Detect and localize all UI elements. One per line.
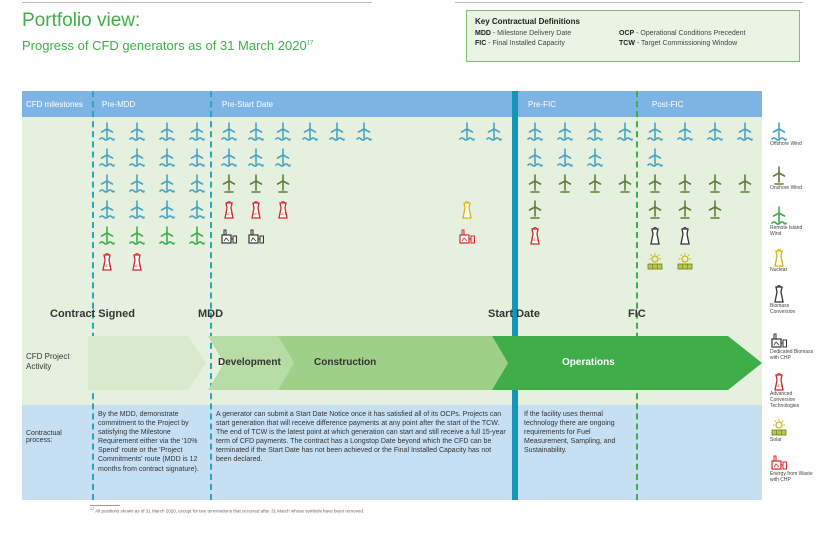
legend-item	[770, 452, 814, 484]
definition-mdd	[475, 30, 619, 37]
offshore-wind-icon	[98, 122, 116, 142]
offshore-wind-icon	[328, 122, 346, 142]
offshore-wind-icon	[158, 174, 176, 194]
offshore-wind-icon	[128, 122, 146, 142]
process-pre-start: A generator can submit a Start Date Notice once it has satisfied all of its OCPs. Projects can start generation that will receive difference payments at any point after the start of the TCW. The end of TCW is the latest point at which generation can start and still receive a full 15-year term of CFD payments. The contract has a Longstop Date beyond which the CFD can be terminated if the Start Date has not been achieved or the Final Installed Capacity has not been declared.	[216, 411, 506, 464]
onshore-wind-icon	[274, 174, 292, 194]
definition-text: - Final Installed Capacity	[486, 40, 565, 47]
onshore-wind-icon	[736, 174, 754, 194]
offshore-wind-icon	[188, 174, 206, 194]
legend-label: Offshore Wind	[770, 141, 802, 147]
onshore-wind-icon	[526, 174, 544, 194]
legend-label: Solar	[770, 437, 782, 443]
onshore-wind-icon	[706, 200, 724, 220]
phase-label-cfd-milestones: CFD milestones	[26, 100, 83, 109]
legend-label: Nuclear	[770, 267, 788, 273]
legend-item	[770, 166, 814, 192]
offshore-wind-icon	[586, 122, 604, 142]
legend-label: Onshore Wind	[770, 185, 802, 191]
remote-island-wind-icon	[128, 226, 146, 246]
offshore-wind-icon	[616, 122, 634, 142]
biomass-conversion-icon	[770, 284, 814, 304]
svg-text:ACT: ACT	[775, 384, 783, 388]
offshore-wind-icon	[247, 148, 265, 168]
process-pre-mdd: By the MDD, demonstrate commitment to the Project by satisfying the Milestone Requirement either via the '10% Spend' route or the 'Project Commitments' route (MDD is 12 months from contract signature).	[98, 411, 199, 473]
offshore-wind-icon	[274, 148, 292, 168]
mdd-line	[210, 91, 212, 500]
operations-arrow	[492, 336, 762, 390]
svg-text:ACT: ACT	[225, 212, 233, 216]
offshore-wind-icon	[158, 122, 176, 142]
legend-item	[770, 248, 814, 274]
legend-label: Remote Island Wind	[770, 225, 803, 237]
onshore-wind-icon	[526, 200, 544, 220]
offshore-wind-icon	[188, 200, 206, 220]
offshore-wind-icon	[128, 148, 146, 168]
definition-fic	[475, 40, 619, 47]
activity-development: Development	[218, 357, 281, 368]
phase-label-pre-start-date: Pre-Start Date	[222, 100, 274, 109]
solar-icon	[770, 418, 814, 438]
top-rule-right	[455, 2, 803, 3]
remote-island-wind-icon	[158, 226, 176, 246]
phase-label-pre-mdd: Pre-MDD	[102, 100, 136, 109]
offshore-wind-icon	[355, 122, 373, 142]
offshore-wind-icon	[158, 148, 176, 168]
definition-abbr: MDD	[475, 30, 491, 37]
offshore-wind-icon	[770, 122, 814, 142]
dedicated-biomass-chp-icon	[220, 226, 238, 246]
top-rule-left	[22, 2, 372, 3]
offshore-wind-icon	[128, 174, 146, 194]
subtitle-text: Progress of CFD generators as of 31 March 2020	[22, 38, 307, 53]
offshore-wind-icon	[247, 122, 265, 142]
legend-item	[770, 122, 814, 148]
offshore-wind-icon	[301, 122, 319, 142]
legend-item	[770, 206, 814, 238]
offshore-wind-icon	[188, 148, 206, 168]
definitions-box	[466, 10, 800, 62]
onshore-wind-icon	[676, 174, 694, 194]
process-label: Contractual process:	[26, 430, 62, 444]
nuclear-icon	[458, 200, 476, 220]
onshore-wind-icon	[706, 174, 724, 194]
offshore-wind-icon	[736, 122, 754, 142]
process-pre-fic: If the facility uses thermal technology there are ongoing requirements for Fuel Measurement, Sampling, and Sustainability.	[524, 411, 616, 455]
phase-label-pre-fic: Pre-FIC	[528, 100, 556, 109]
milestone-start-date: Start Date	[488, 308, 540, 320]
onshore-wind-icon	[646, 200, 664, 220]
offshore-wind-icon	[526, 148, 544, 168]
legend-item	[770, 372, 814, 409]
definition-tcw	[619, 40, 737, 47]
remote-island-wind-icon	[98, 226, 116, 246]
legend-item	[770, 330, 814, 362]
advanced-conversion-icon	[770, 372, 814, 392]
milestone-fic: FIC	[628, 308, 646, 320]
advanced-conversion-icon	[526, 226, 544, 246]
onshore-wind-icon	[556, 174, 574, 194]
footnote	[90, 507, 390, 514]
definitions-heading: Key Contractual Definitions	[475, 17, 580, 26]
offshore-wind-icon	[188, 122, 206, 142]
page-title: Portfolio view:	[22, 10, 141, 31]
offshore-wind-icon	[706, 122, 724, 142]
remote-island-wind-icon	[770, 206, 814, 226]
construction-arrow	[278, 336, 508, 390]
svg-text:ACT: ACT	[531, 238, 539, 242]
phase-label-post-fic: Post-FIC	[652, 100, 684, 109]
onshore-wind-icon	[586, 174, 604, 194]
solar-icon	[676, 252, 694, 272]
legend-label: Dedicated Biomass with CHP	[770, 349, 814, 361]
definitions-row	[475, 40, 791, 47]
definition-text: - Milestone Delivery Date	[490, 30, 572, 37]
legend-item	[770, 418, 814, 444]
legend-label: Biomass Conversion	[770, 303, 796, 315]
svg-text:ACT: ACT	[103, 264, 111, 268]
offshore-wind-icon	[676, 122, 694, 142]
definition-ocp	[619, 30, 745, 37]
definition-abbr: OCP	[619, 30, 635, 37]
definition-text: - Target Commissioning Window	[634, 40, 738, 47]
offshore-wind-icon	[98, 200, 116, 220]
footnote-mark: 17	[90, 507, 95, 511]
offshore-wind-icon	[158, 200, 176, 220]
advanced-conversion-icon	[220, 200, 238, 220]
svg-text:ACT: ACT	[279, 212, 287, 216]
offshore-wind-icon	[220, 122, 238, 142]
offshore-wind-icon	[220, 148, 238, 168]
subtitle-footnote-mark: 17	[306, 40, 314, 47]
start-date-line	[512, 91, 518, 500]
onshore-wind-icon	[220, 174, 238, 194]
biomass-conversion-icon	[646, 226, 664, 246]
page-subtitle	[22, 38, 313, 53]
legend-label: Advanced Conversion Technologies	[770, 391, 800, 409]
nuclear-icon	[770, 248, 814, 268]
activity-label: CFD Project Activity	[26, 352, 70, 371]
advanced-conversion-icon	[98, 252, 116, 272]
advanced-conversion-icon	[274, 200, 292, 220]
offshore-wind-icon	[274, 122, 292, 142]
energy-from-waste-chp-icon	[458, 226, 476, 246]
milestone-contract-signed: Contract Signed	[50, 308, 135, 320]
offshore-wind-icon	[526, 122, 544, 142]
svg-text:ACT: ACT	[133, 264, 141, 268]
offshore-wind-icon	[128, 200, 146, 220]
legend-label: Energy from Waste with CHP	[770, 471, 813, 483]
offshore-wind-icon	[556, 122, 574, 142]
offshore-wind-icon	[458, 122, 476, 142]
offshore-wind-icon	[556, 148, 574, 168]
footnote-rule	[90, 505, 120, 506]
fic-line	[636, 91, 638, 500]
offshore-wind-icon	[485, 122, 503, 142]
legend-item	[770, 284, 814, 316]
definition-abbr: FIC	[475, 40, 487, 47]
definitions-row	[475, 30, 791, 37]
advanced-conversion-icon	[128, 252, 146, 272]
offshore-wind-icon	[646, 122, 664, 142]
offshore-wind-icon	[586, 148, 604, 168]
onshore-wind-icon	[676, 200, 694, 220]
onshore-wind-icon	[247, 174, 265, 194]
offshore-wind-icon	[98, 174, 116, 194]
activity-arrows	[88, 333, 768, 393]
onshore-wind-icon	[646, 174, 664, 194]
dedicated-biomass-chp-icon	[247, 226, 265, 246]
advanced-conversion-icon	[247, 200, 265, 220]
offshore-wind-icon	[646, 148, 664, 168]
definition-text: - Operational Conditions Precedent	[634, 30, 746, 37]
onshore-wind-icon	[616, 174, 634, 194]
definition-abbr: TCW	[619, 40, 635, 47]
pre-mdd-arrow	[88, 336, 206, 390]
dedicated-biomass-chp-icon	[770, 330, 814, 350]
remote-island-wind-icon	[188, 226, 206, 246]
activity-construction: Construction	[314, 357, 377, 368]
milestone-mdd: MDD	[198, 308, 224, 320]
energy-from-waste-chp-icon	[770, 452, 814, 472]
offshore-wind-icon	[98, 148, 116, 168]
solar-icon	[646, 252, 664, 272]
activity-operations: Operations	[562, 357, 615, 368]
svg-text:ACT: ACT	[252, 212, 260, 216]
onshore-wind-icon	[770, 166, 814, 186]
footnote-text: All positions shown as of 31 March 2020, except for two terminations that occurred after 31 March whose symbols have been removed.	[95, 508, 365, 514]
contract-signed-line	[92, 91, 94, 500]
biomass-conversion-icon	[676, 226, 694, 246]
